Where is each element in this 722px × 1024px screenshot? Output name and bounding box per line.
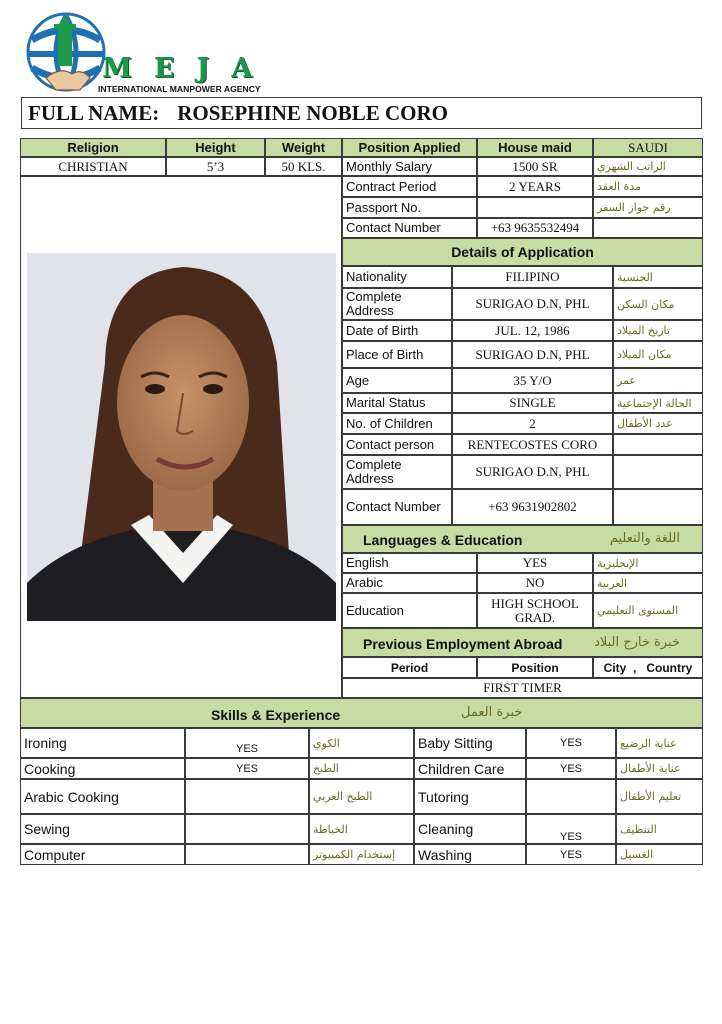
- header-height: Height: [166, 138, 265, 157]
- details-row-label: No. of Children: [342, 413, 452, 434]
- employment-title: Previous Employment Abroad: [363, 636, 563, 652]
- skills-title-bar: [20, 698, 703, 728]
- details-row-label: Complete Address: [342, 288, 452, 320]
- skill-value: [185, 779, 309, 814]
- skill-value: YES: [526, 728, 616, 758]
- language-row-label: English: [342, 553, 477, 573]
- skill-value: YES: [526, 814, 616, 844]
- language-row-value: HIGH SCHOOL GRAD.: [477, 593, 593, 628]
- full-name-box: [21, 97, 702, 129]
- skill-label: Ironing: [20, 728, 185, 758]
- skill-arabic: إستخدام الكمبيوتر: [309, 844, 414, 865]
- applicant-photo: [27, 253, 336, 621]
- skill-label: Tutoring: [414, 779, 526, 814]
- details-row-label: Place of Birth: [342, 341, 452, 368]
- destination-country: SAUDI: [593, 138, 703, 157]
- details-row-value: SURIGAO D.N, PHL: [452, 288, 613, 320]
- passport-no-label: Passport No.: [342, 197, 477, 218]
- skill-arabic: الكوي: [309, 728, 414, 758]
- details-row-arabic: تاريخ الميلاد: [613, 320, 703, 341]
- language-row-arabic: العربية: [593, 573, 703, 593]
- monthly-salary-label: Monthly Salary: [342, 157, 477, 176]
- full-name-label: FULL NAME:: [28, 100, 160, 125]
- details-row-arabic: مكان السكن: [613, 288, 703, 320]
- employment-title-bar: [342, 628, 703, 657]
- employment-value: FIRST TIMER: [342, 678, 703, 698]
- details-row-value: SURIGAO D.N, PHL: [452, 455, 613, 489]
- skill-label: Children Care: [414, 758, 526, 779]
- skills-title-arabic: خبرة العمل: [461, 705, 523, 720]
- details-row-value: 2: [452, 413, 613, 434]
- skill-label: Cleaning: [414, 814, 526, 844]
- details-row-label: Age: [342, 368, 452, 393]
- details-row-label: Complete Address: [342, 455, 452, 489]
- skill-arabic: الغسيل: [616, 844, 703, 865]
- employment-header-period: Period: [342, 657, 477, 678]
- skill-arabic: الطبخ العربي: [309, 779, 414, 814]
- skill-value: YES: [526, 844, 616, 865]
- skills-title: Skills & Experience: [211, 707, 341, 723]
- language-row-value: YES: [477, 553, 593, 573]
- languages-title-arabic: اللغة والتعليم: [609, 531, 680, 546]
- details-row-value: FILIPINO: [452, 266, 613, 288]
- skill-value: YES: [185, 758, 309, 779]
- skill-value: [185, 814, 309, 844]
- agency-logo: [20, 12, 330, 96]
- weight-value: 50 KLS.: [265, 157, 342, 176]
- contract-period-value: 2 YEARS: [477, 176, 593, 197]
- skill-arabic: الخياطة: [309, 814, 414, 844]
- skill-value: YES: [185, 728, 309, 758]
- details-row-label: Marital Status: [342, 393, 452, 413]
- skill-arabic: عناية الرضيع: [616, 728, 703, 758]
- contract-period-arabic: مدة العقد: [593, 176, 703, 197]
- position-applied-value: House maid: [477, 138, 593, 157]
- details-title: Details of Application: [342, 238, 703, 266]
- religion-value: CHRISTIAN: [20, 157, 166, 176]
- details-row-value: SINGLE: [452, 393, 613, 413]
- passport-no-value: [477, 197, 593, 218]
- header-position-applied: Position Applied: [342, 138, 477, 157]
- skill-arabic: تعليم الأطفال: [616, 779, 703, 814]
- contact-number-value: +63 9635532494: [477, 218, 593, 238]
- language-row-label: Education: [342, 593, 477, 628]
- contact-number-label: Contact Number: [342, 218, 477, 238]
- header-religion: Religion: [20, 138, 166, 157]
- details-row-label: Contact Number: [342, 489, 452, 525]
- full-name-value: ROSEPHINE NOBLE CORO: [177, 100, 448, 125]
- skill-label: Computer: [20, 844, 185, 865]
- details-row-value: +63 9631902802: [452, 489, 613, 525]
- details-row-arabic: الحالة الإجتماعية: [613, 393, 703, 413]
- skill-label: Washing: [414, 844, 526, 865]
- employment-header-position: Position: [477, 657, 593, 678]
- skill-label: Sewing: [20, 814, 185, 844]
- details-row-arabic: [613, 455, 703, 489]
- skill-arabic: الطبخ: [309, 758, 414, 779]
- skill-value: [185, 844, 309, 865]
- language-row-label: Arabic: [342, 573, 477, 593]
- details-row-arabic: [613, 434, 703, 455]
- skill-label: Arabic Cooking: [20, 779, 185, 814]
- employment-header-city-country: City , Country: [593, 657, 703, 678]
- height-value: 5’3: [166, 157, 265, 176]
- skill-label: Baby Sitting: [414, 728, 526, 758]
- details-row-value: 35 Y/O: [452, 368, 613, 393]
- details-row-arabic: [613, 489, 703, 525]
- skill-arabic: عناية الأطفال: [616, 758, 703, 779]
- details-row-value: SURIGAO D.N, PHL: [452, 341, 613, 368]
- languages-title: Languages & Education: [363, 532, 523, 548]
- logo-subtitle: INTERNATIONAL MANPOWER AGENCY: [98, 84, 261, 94]
- skill-arabic: التنظيف: [616, 814, 703, 844]
- monthly-salary-value: 1500 SR: [477, 157, 593, 176]
- details-row-value: RENTECOSTES CORO: [452, 434, 613, 455]
- contact-number-arabic: [593, 218, 703, 238]
- languages-title-bar: [342, 525, 703, 553]
- details-row-arabic: عمر: [613, 368, 703, 393]
- details-row-arabic: مكان الميلاد: [613, 341, 703, 368]
- skill-value: YES: [526, 758, 616, 779]
- details-row-arabic: عدد الأطفال: [613, 413, 703, 434]
- passport-no-arabic: رقم جواز السفر: [593, 197, 703, 218]
- monthly-salary-arabic: الراتب الشهري: [593, 157, 703, 176]
- details-row-label: Contact person: [342, 434, 452, 455]
- language-row-arabic: المستوى التعليمي: [593, 593, 703, 628]
- header-weight: Weight: [265, 138, 342, 157]
- details-row-label: Nationality: [342, 266, 452, 288]
- logo-brand: MEJA: [102, 53, 275, 84]
- skill-value: [526, 779, 616, 814]
- skill-label: Cooking: [20, 758, 185, 779]
- details-row-arabic: الجنسية: [613, 266, 703, 288]
- contract-period-label: Contract Period: [342, 176, 477, 197]
- employment-title-arabic: خبرة خارج البلاد: [594, 635, 680, 650]
- details-row-label: Date of Birth: [342, 320, 452, 341]
- language-row-arabic: الإنجليزية: [593, 553, 703, 573]
- language-row-value: NO: [477, 573, 593, 593]
- details-row-value: JUL. 12, 1986: [452, 320, 613, 341]
